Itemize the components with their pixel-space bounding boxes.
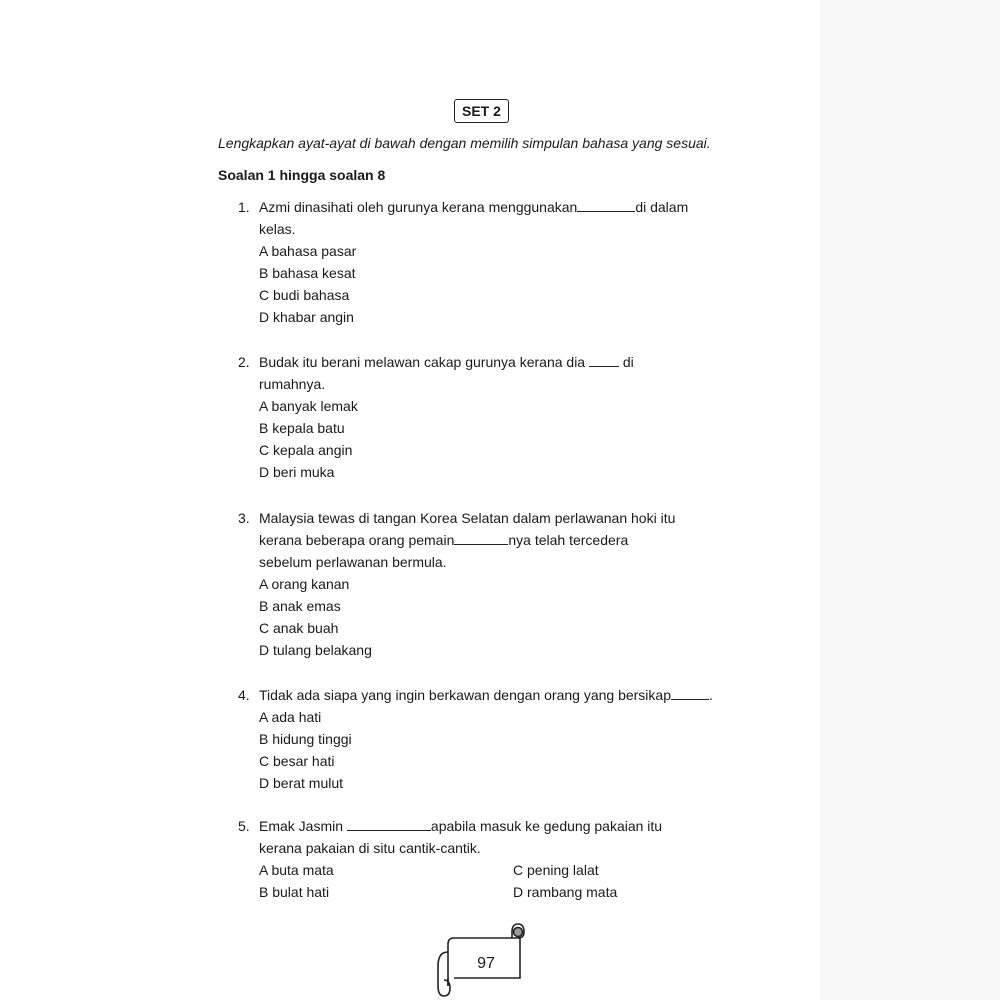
option-d: D beri muka [259,464,335,480]
option-a: A ada hati [259,709,322,725]
question-3 [238,507,675,661]
page-edge-shadow [820,0,1000,1000]
question-text: Azmi dinasihati oleh gurunya kerana menggunakan [259,199,578,215]
question-text: rumahnya. [259,376,326,392]
section-heading: Soalan 1 hingga soalan 8 [218,167,386,183]
option-b: B bahasa kesat [259,265,356,281]
option-a: A banyak lemak [259,398,358,414]
question-text: kerana beberapa orang pemain [259,532,455,548]
answer-blank [589,351,619,367]
question-text: apabila masuk ke gedung pakaian itu [430,818,663,834]
option-c: C anak buah [259,620,339,636]
question-text: Tidak ada siapa yang ingin berkawan dengan orang yang bersikap [259,687,671,703]
question-text: nya telah tercedera [508,532,629,548]
option-d: D rambang mata [513,884,618,900]
question-2 [238,351,634,483]
option-a: A orang kanan [259,576,350,592]
option-c: C pening lalat [513,862,599,878]
option-b: B kepala batu [259,420,345,436]
question-text: sebelum perlawanan bermula. [259,554,447,570]
option-d: D tulang belakang [259,642,372,658]
question-number: 2. [238,354,250,370]
answer-blank [577,196,635,212]
instruction-text: Lengkapkan ayat-ayat di bawah dengan memilih simpulan bahasa yang sesuai. [218,135,711,151]
question-text: . [709,687,713,703]
question-text: Emak Jasmin [259,818,344,834]
option-c: C kepala angin [259,442,353,458]
question-4 [238,684,713,794]
question-text: kerana pakaian di situ cantik-cantik. [259,840,481,856]
option-d: D berat mulut [259,775,344,791]
option-b: B hidung tinggi [259,731,352,747]
question-number: 3. [238,510,250,526]
question-number: 4. [238,687,250,703]
answer-blank [671,684,709,700]
option-a: A buta mata [259,862,334,878]
question-text: kelas. [259,221,296,237]
answer-blank [454,529,508,545]
page-number: 97 [477,955,495,972]
option-b: B bulat hati [259,884,330,900]
question-text: Malaysia tewas di tangan Korea Selatan dalam perlawanan hoki itu [259,510,676,526]
answer-blank [347,815,431,831]
question-1 [238,196,688,328]
question-5 [238,815,662,903]
question-text: Budak itu berani melawan cakap gurunya kerana dia [259,354,586,370]
set-label: SET 2 [454,99,509,123]
option-c: C budi bahasa [259,287,350,303]
question-text: di dalam [635,199,689,215]
option-a: A bahasa pasar [259,243,357,259]
option-b: B anak emas [259,598,341,614]
question-number: 5. [238,818,250,834]
question-number: 1. [238,199,250,215]
option-d: D khabar angin [259,309,354,325]
question-text: di [622,354,634,370]
option-c: C besar hati [259,753,335,769]
